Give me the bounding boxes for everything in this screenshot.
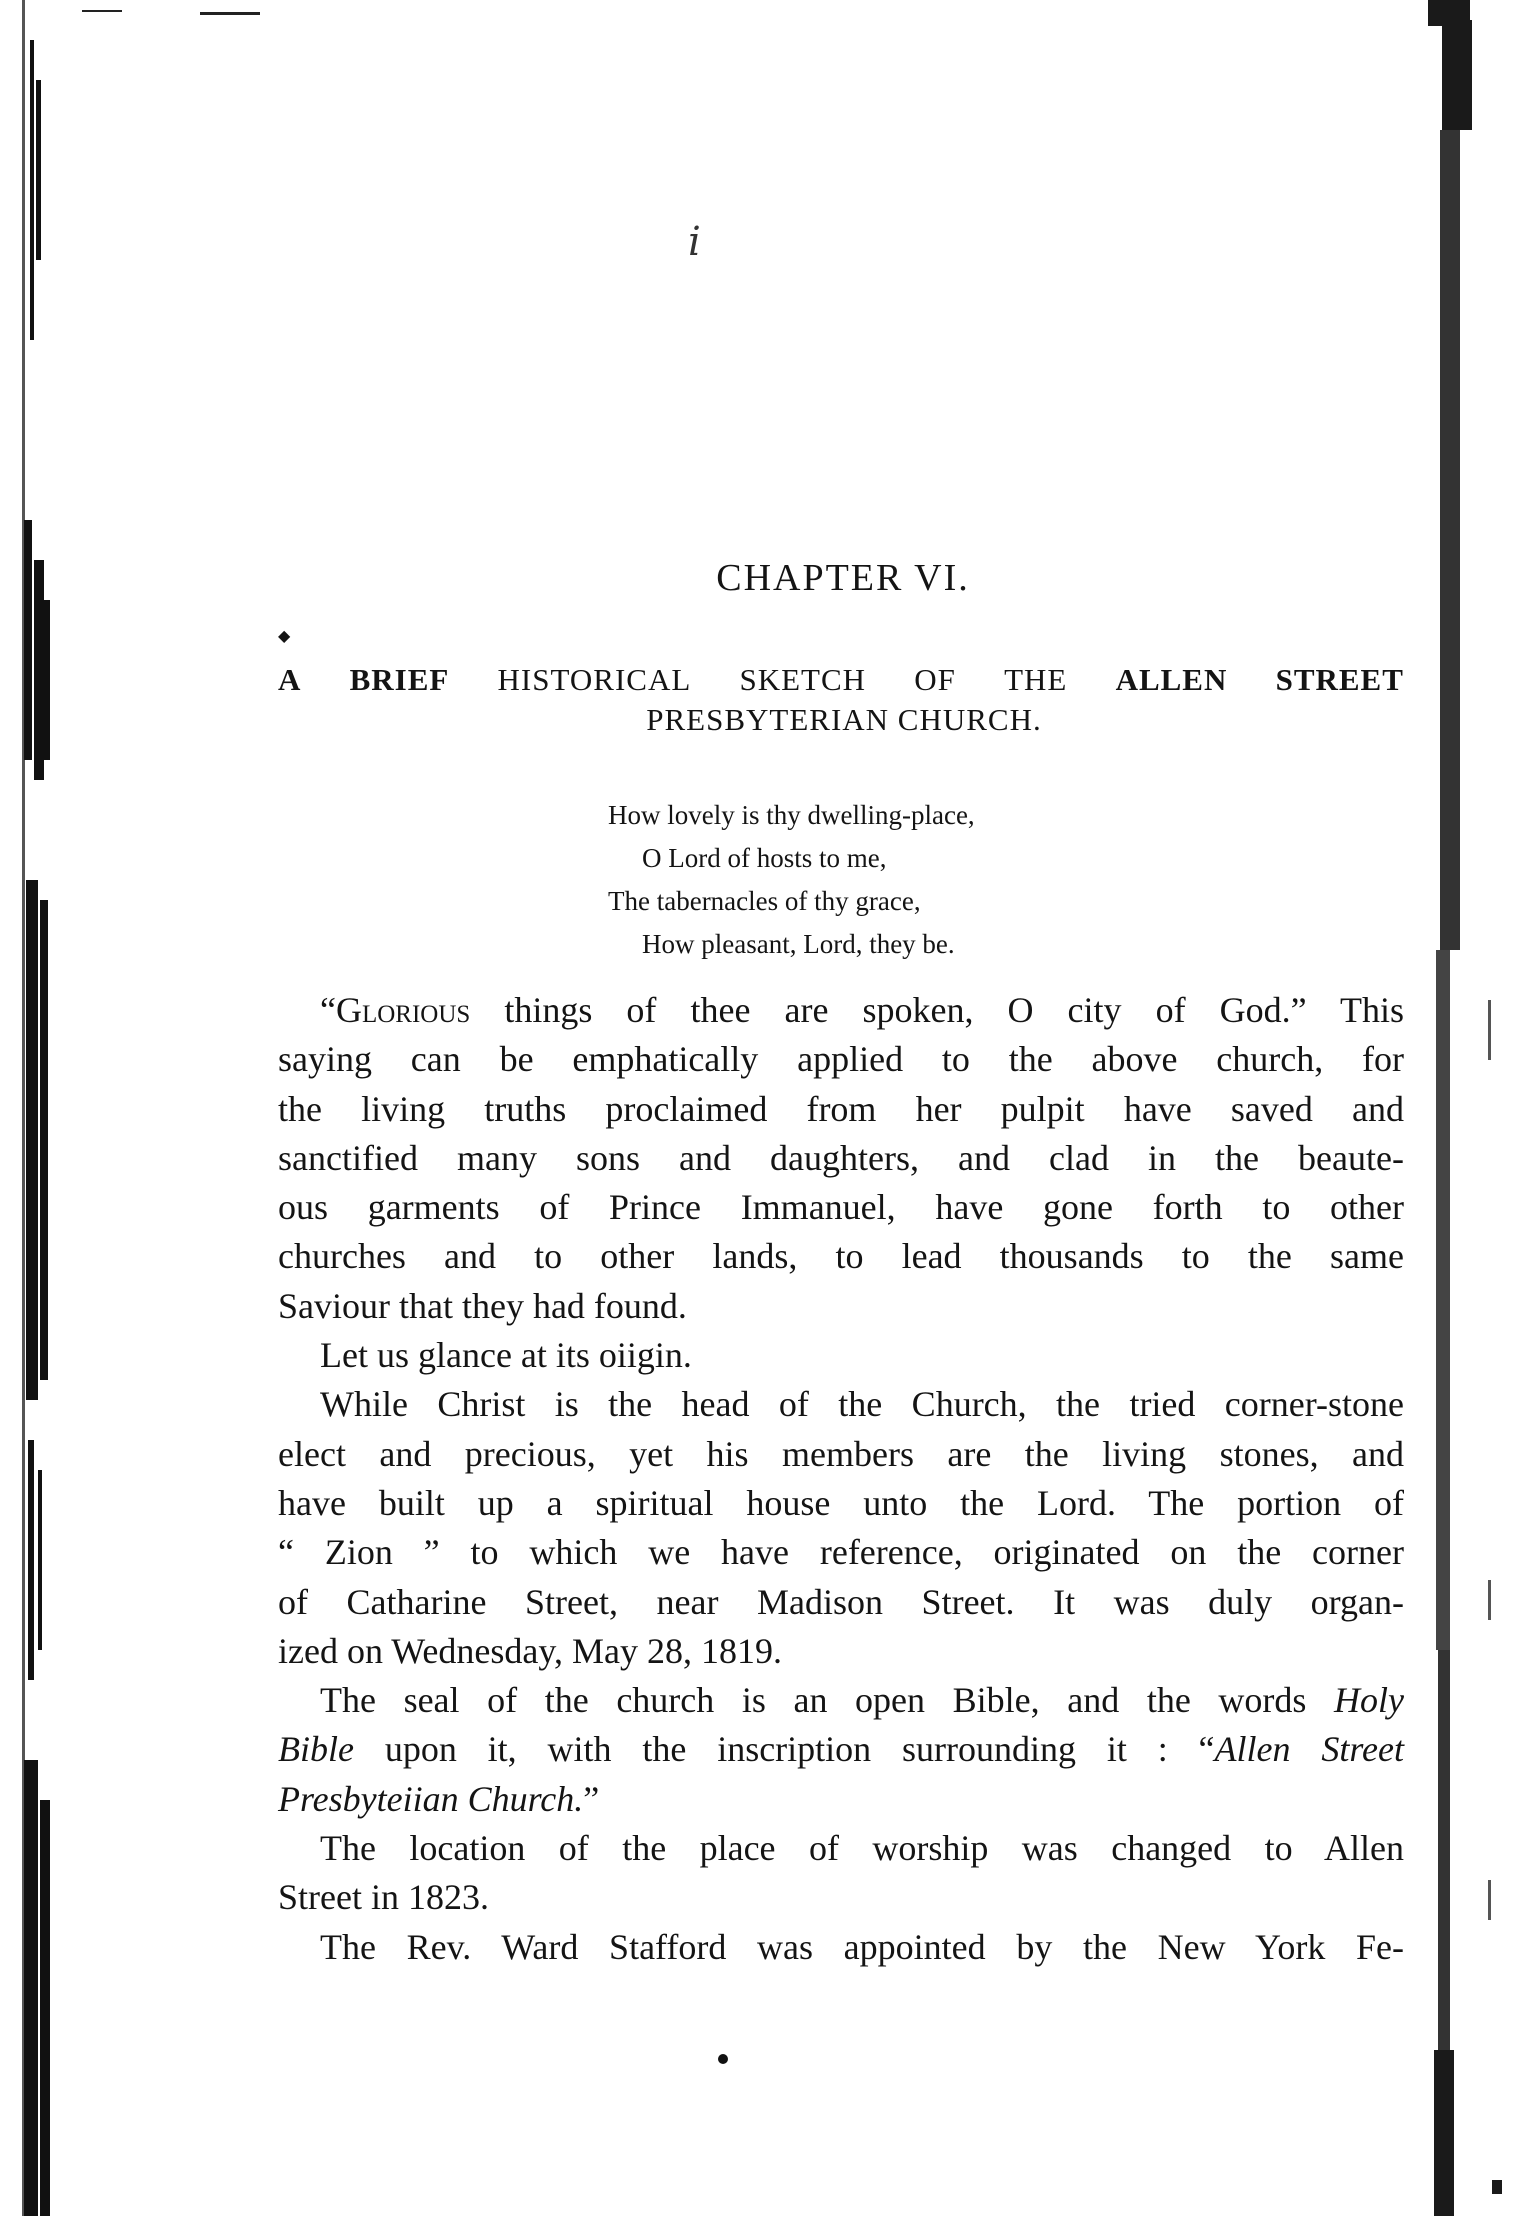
paragraph-6-line: The Rev. Ward Stafford was appointed by the New York Fe- [320,1926,1404,1967]
line-text: The seal of the church is an open Bible, and the words [320,1680,1335,1721]
dropcap-word: Glorious [335,990,471,1030]
paragraph-1-line: sanctified many sons and daughters, and clad in the beaute- [278,1137,1404,1178]
paragraph-1-line: churches and to other lands, to lead thousands to the same [278,1236,1404,1277]
italic-text: Holy [1334,1680,1404,1721]
paragraph-1-line: the living truths proclaimed from her pulpit have saved and [278,1088,1404,1129]
title-word: THE [1004,662,1068,697]
paragraph-4-line [278,1725,1404,1774]
ink-dot [718,2054,728,2064]
line-text: things of thee are spoken, O city of God.” This [470,990,1404,1030]
close-quote: ” [583,1778,600,1819]
paragraph-1-line: Saviour that they had found. [278,1285,687,1326]
line-text: upon it, with the inscription surrounding it : “ [353,1729,1215,1770]
paragraph-1-line: ous garments of Prince Immanuel, have gone forth to other [278,1187,1404,1228]
scan-stray-mark: ⅰ [688,219,701,264]
paragraph-5-line: Street in 1823. [278,1877,489,1918]
verse-line: The tabernacles of thy grace, [608,886,921,916]
paragraph-3-line: “ Zion ” to which we have reference, originated on the corner [278,1532,1404,1573]
paragraph-3-line: ized on Wednesday, May 28, 1819. [278,1630,782,1671]
paragraph-5-line: The location of the place of worship was changed to Allen [320,1828,1404,1869]
open-quote: “ [320,990,336,1030]
paragraph-3-line: elect and precious, yet his members are the living stones, and [278,1433,1404,1474]
chapter-heading: CHAPTER VI. [716,557,970,599]
title-word: ALLEN [1115,662,1228,697]
chapter-title [278,660,1404,740]
title-word: BRIEF [349,662,450,697]
paragraph-4-line [278,1775,1404,1824]
body-text [278,986,1404,1972]
paragraph-1-line: saying can be emphatically applied to the above church, for [278,1039,1404,1080]
paragraph-4-line [278,1676,1404,1725]
paragraph-3-line: of Catharine Street, near Madison Street. It was duly organ- [278,1581,1404,1622]
paragraph-3-line: While Christ is the head of the Church, the tried corner-stone [320,1384,1404,1425]
italic-text: Allen Street [1214,1729,1404,1770]
scan-line-top-left-2 [200,12,260,15]
paragraph-3-line: have built up a spiritual house unto the Lord. The portion of [278,1482,1404,1523]
epigraph-verse [608,794,975,966]
book-page [278,0,1408,2216]
chapter-title-line-2: PRESBYTERIAN CHURCH. [646,702,1042,737]
bullet-mark: ◆ [278,628,291,645]
italic-text: Presbyteiian Church. [278,1778,584,1819]
binding-shadow [0,0,62,2216]
paragraph-1-line [278,986,1404,1035]
title-word: OF [914,662,956,697]
title-word: SKETCH [739,662,867,697]
title-word: STREET [1275,662,1404,697]
verse-line: O Lord of hosts to me, [642,843,887,873]
verse-line: How pleasant, Lord, they be. [642,929,955,959]
title-word: A [278,662,302,697]
italic-text: Bible [278,1729,354,1770]
scan-line-top-left-1 [82,10,122,12]
torn-page-edge [1428,0,1526,2216]
chapter-title-line-1 [278,660,1404,700]
title-word: HISTORICAL [497,662,692,697]
verse-line: How lovely is thy dwelling-place, [608,800,975,830]
paragraph-2: Let us glance at its oiigin. [320,1335,692,1376]
